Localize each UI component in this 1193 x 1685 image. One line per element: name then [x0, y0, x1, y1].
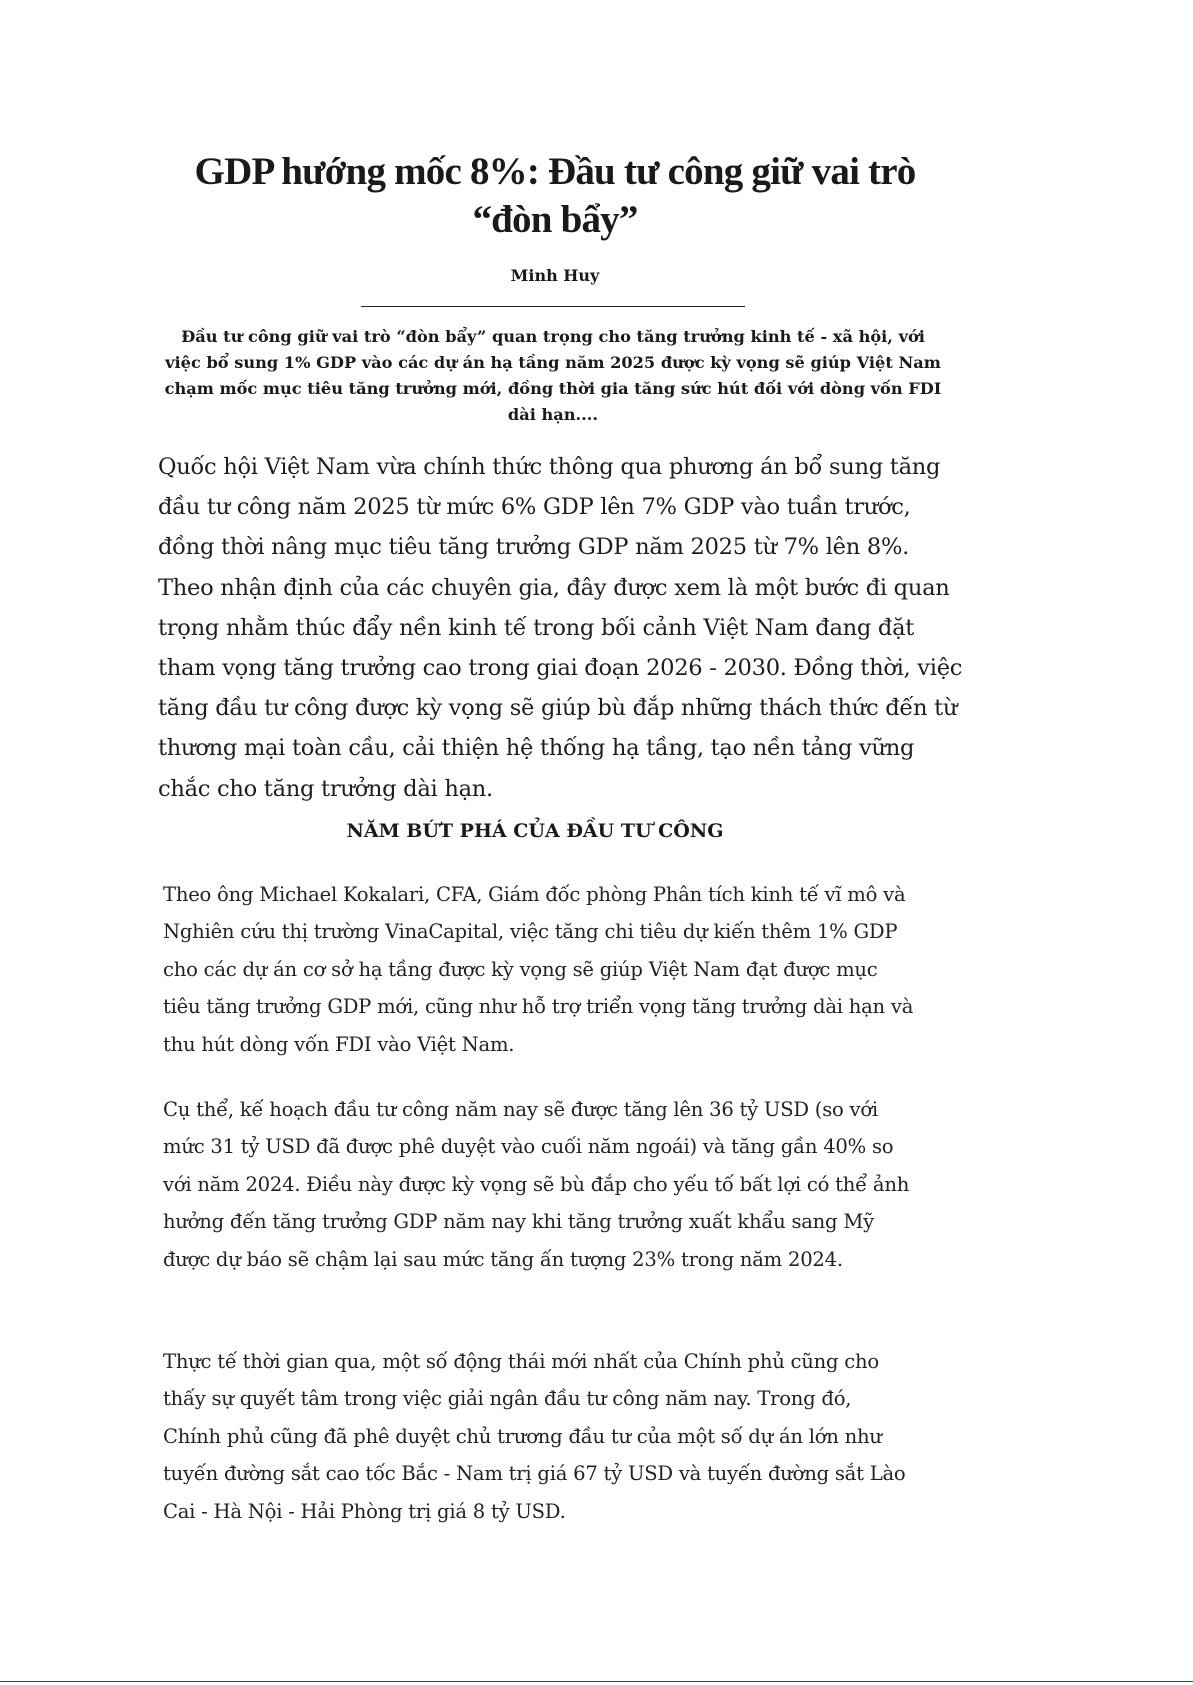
- body-paragraph: Cụ thể, kế hoạch đầu tư công năm nay sẽ được tăng lên 36 tỷ USD (so với mức 31 tỷ USD đã được phê duyệt vào cuối năm ngoái) và tăng gần 40% so với năm 2024. Điều này được kỳ vọng sẽ bù đắp cho yếu tố bất lợi có thể ảnh hưởng đến tăng trưởng GDP năm nay khi tăng trưởng xuất khẩu sang Mỹ được dự báo sẽ chậm lại sau mức tăng ấn tượng 23% trong năm 2024.: [163, 1098, 910, 1271]
- article-lead-paragraph: Quốc hội Việt Nam vừa chính thức thông qua phương án bổ sung tăng đầu tư công năm 2025 từ mức 6% GDP lên 7% GDP vào tuần trước, đồng thời nâng mục tiêu tăng trưởng GDP năm 2025 từ 7% lên 8%. Theo nhận định của các chuyên gia, đây được xem là một bước đi quan trọng nhằm thúc đẩy nền kinh tế trong bối cảnh Việt Nam đang đặt tham vọng tăng trưởng cao trong giai đoạn 2026 - 2030. Đồng thời, việc tăng đầu tư công được kỳ vọng sẽ giúp bù đắp những thách thức đến từ thương mại toàn cầu, cải thiện hệ thống hạ tầng, tạo nền tảng vững chắc cho tăng trưởng dài hạn.: [158, 454, 963, 802]
- article-title: GDP hướng mốc 8%: Đầu tư công giữ vai trò “đòn bẩy”: [194, 150, 916, 241]
- body-paragraph: Theo ông Michael Kokalari, CFA, Giám đốc phòng Phân tích kinh tế vĩ mô và Nghiên cứu thị trường VinaCapital, việc tăng chi tiêu dự kiến thêm 1% GDP cho các dự án cơ sở hạ tầng được kỳ vọng sẽ giúp Việt Nam đạt được mục tiêu tăng trưởng GDP mới, cũng như hỗ trợ triển vọng tăng trưởng dài hạn và thu hút dòng vốn FDI vào Việt Nam.: [163, 883, 914, 1056]
- body-paragraph: Thực tế thời gian qua, một số động thái mới nhất của Chính phủ cũng cho thấy sự quyết tâm trong việc giải ngân đầu tư công năm nay. Trong đó, Chính phủ cũng đã phê duyệt chủ trương đầu tư của một số dự án lớn như tuyến đường sắt cao tốc Bắc - Nam trị giá 67 tỷ USD và tuyến đường sắt Lào Cai - Hà Nội - Hải Phòng trị giá 8 tỷ USD.: [163, 1350, 906, 1523]
- article-sapo: Đầu tư công giữ vai trò “đòn bẩy” quan trọng cho tăng trưởng kinh tế - xã hội, với việc bổ sung 1% GDP vào các dự án hạ tầng năm 2025 được kỳ vọng sẽ giúp Việt Nam chạm mốc mục tiêu tăng trưởng mới, đồng thời gia tăng sức hút đối với dòng vốn FDI dài hạn....: [164, 327, 942, 424]
- page-bottom-border: [0, 1681, 1193, 1682]
- article-author: Minh Huy: [510, 266, 600, 285]
- title-divider: [361, 306, 745, 307]
- section-heading: NĂM BỨT PHÁ CỦA ĐẦU TƯ CÔNG: [346, 820, 724, 842]
